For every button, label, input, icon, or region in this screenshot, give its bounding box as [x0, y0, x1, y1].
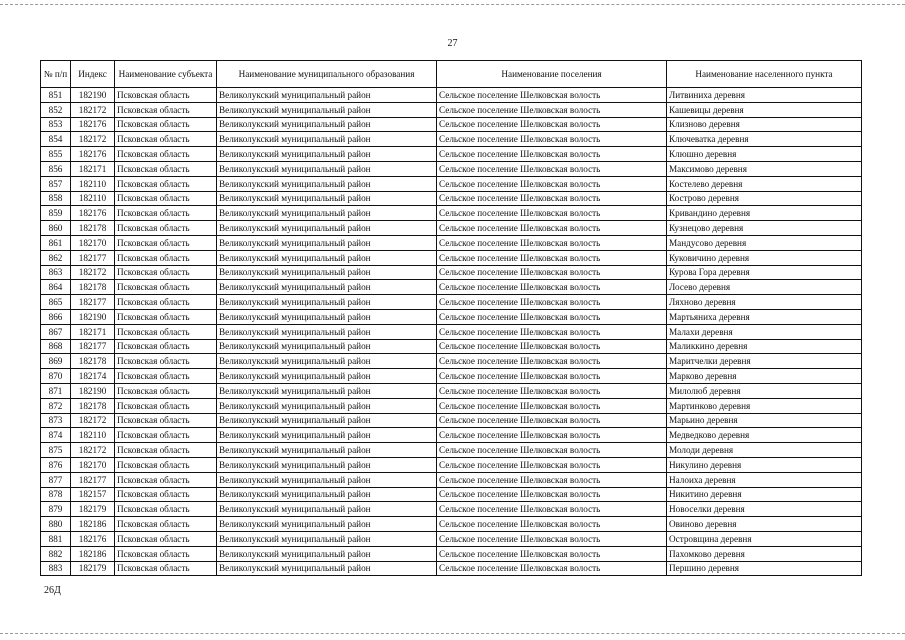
cell-municipality: Великолукский муниципальный район: [217, 250, 437, 265]
cell-locality: Литвиниха деревня: [667, 88, 862, 103]
cell-subject: Псковская область: [115, 502, 217, 517]
table-row: [41, 161, 862, 176]
cell-settlement: Сельское поселение Шелковская волость: [437, 161, 667, 176]
cell-municipality: Великолукский муниципальный район: [217, 309, 437, 324]
cell-locality: Кривандино деревня: [667, 206, 862, 221]
cell-index: 182172: [71, 443, 115, 458]
cell-subject: Псковская область: [115, 102, 217, 117]
cell-locality: Новоселки деревня: [667, 502, 862, 517]
cell-municipality: Великолукский муниципальный район: [217, 102, 437, 117]
table-row: [41, 88, 862, 103]
cell-subject: Псковская область: [115, 191, 217, 206]
cell-locality: Мартинково деревня: [667, 398, 862, 413]
cell-subject: Псковская область: [115, 487, 217, 502]
cell-num: 883: [41, 561, 71, 576]
cell-index: 182177: [71, 295, 115, 310]
cell-index: 182177: [71, 339, 115, 354]
cell-locality: Клизново деревня: [667, 117, 862, 132]
cell-num: 864: [41, 280, 71, 295]
cell-subject: Псковская область: [115, 295, 217, 310]
cell-subject: Псковская область: [115, 206, 217, 221]
cell-index: 182186: [71, 517, 115, 532]
cell-num: 871: [41, 383, 71, 398]
cell-municipality: Великолукский муниципальный район: [217, 235, 437, 250]
cell-settlement: Сельское поселение Шелковская волость: [437, 457, 667, 472]
table-row: [41, 443, 862, 458]
cell-num: 872: [41, 398, 71, 413]
cell-subject: Псковская область: [115, 265, 217, 280]
cell-subject: Псковская область: [115, 221, 217, 236]
table-row: [41, 235, 862, 250]
cell-municipality: Великолукский муниципальный район: [217, 147, 437, 162]
table-row: [41, 383, 862, 398]
cell-settlement: Сельское поселение Шелковская волость: [437, 295, 667, 310]
cell-num: 882: [41, 546, 71, 561]
cell-municipality: Великолукский муниципальный район: [217, 176, 437, 191]
table-row: [41, 457, 862, 472]
cell-num: 856: [41, 161, 71, 176]
cell-index: 182176: [71, 117, 115, 132]
cell-index: 182170: [71, 457, 115, 472]
cell-municipality: Великолукский муниципальный район: [217, 324, 437, 339]
cell-num: 880: [41, 517, 71, 532]
cell-locality: Никулино деревня: [667, 457, 862, 472]
table-row: [41, 531, 862, 546]
cell-locality: Милолюб деревня: [667, 383, 862, 398]
cell-municipality: Великолукский муниципальный район: [217, 531, 437, 546]
table-row: [41, 369, 862, 384]
cell-municipality: Великолукский муниципальный район: [217, 517, 437, 532]
cell-num: 854: [41, 132, 71, 147]
table-row: [41, 280, 862, 295]
cell-index: 182177: [71, 250, 115, 265]
cell-settlement: Сельское поселение Шелковская волость: [437, 369, 667, 384]
cell-subject: Псковская область: [115, 369, 217, 384]
cell-municipality: Великолукский муниципальный район: [217, 295, 437, 310]
cell-municipality: Великолукский муниципальный район: [217, 428, 437, 443]
cell-locality: Курова Гора деревня: [667, 265, 862, 280]
cell-index: 182171: [71, 324, 115, 339]
cell-num: 862: [41, 250, 71, 265]
table-row: [41, 517, 862, 532]
cell-locality: Марково деревня: [667, 369, 862, 384]
cell-settlement: Сельское поселение Шелковская волость: [437, 206, 667, 221]
cell-locality: Молоди деревня: [667, 443, 862, 458]
cell-index: 182171: [71, 161, 115, 176]
cell-locality: Костелево деревня: [667, 176, 862, 191]
cell-locality: Максимово деревня: [667, 161, 862, 176]
cell-num: 851: [41, 88, 71, 103]
cell-index: 182179: [71, 561, 115, 576]
cell-num: 879: [41, 502, 71, 517]
cell-index: 182172: [71, 413, 115, 428]
cell-index: 182174: [71, 369, 115, 384]
cell-municipality: Великолукский муниципальный район: [217, 132, 437, 147]
cell-settlement: Сельское поселение Шелковская волость: [437, 102, 667, 117]
cell-locality: Ляхново деревня: [667, 295, 862, 310]
cell-locality: Клюшно деревня: [667, 147, 862, 162]
table-row: [41, 176, 862, 191]
cell-municipality: Великолукский муниципальный район: [217, 443, 437, 458]
cell-settlement: Сельское поселение Шелковская волость: [437, 531, 667, 546]
cell-municipality: Великолукский муниципальный район: [217, 117, 437, 132]
footer-code: 26Д: [44, 585, 61, 596]
cell-settlement: Сельское поселение Шелковская волость: [437, 309, 667, 324]
cell-index: 182190: [71, 88, 115, 103]
cell-subject: Псковская область: [115, 339, 217, 354]
header-subject: Наименование субъекта: [115, 61, 217, 88]
cell-settlement: Сельское поселение Шелковская волость: [437, 280, 667, 295]
cell-locality: Медведково деревня: [667, 428, 862, 443]
cell-settlement: Сельское поселение Шелковская волость: [437, 472, 667, 487]
header-municipality: Наименование муниципального образования: [217, 61, 437, 88]
header-row: [41, 61, 862, 88]
cell-municipality: Великолукский муниципальный район: [217, 383, 437, 398]
table-row: [41, 398, 862, 413]
cell-num: 867: [41, 324, 71, 339]
cell-locality: Мартьяниха деревня: [667, 309, 862, 324]
cell-settlement: Сельское поселение Шелковская волость: [437, 191, 667, 206]
table-body: [41, 88, 862, 576]
cell-subject: Псковская область: [115, 398, 217, 413]
cell-municipality: Великолукский муниципальный район: [217, 191, 437, 206]
cell-subject: Псковская область: [115, 457, 217, 472]
cell-subject: Псковская область: [115, 161, 217, 176]
cell-num: 865: [41, 295, 71, 310]
cell-subject: Псковская область: [115, 280, 217, 295]
cell-settlement: Сельское поселение Шелковская волость: [437, 487, 667, 502]
cell-municipality: Великолукский муниципальный район: [217, 472, 437, 487]
table-row: [41, 191, 862, 206]
cell-locality: Мандусово деревня: [667, 235, 862, 250]
cell-settlement: Сельское поселение Шелковская волость: [437, 339, 667, 354]
header-num: № п/п: [41, 61, 71, 88]
cell-num: 860: [41, 221, 71, 236]
cell-num: 874: [41, 428, 71, 443]
cell-municipality: Великолукский муниципальный район: [217, 206, 437, 221]
cell-num: 857: [41, 176, 71, 191]
cell-num: 858: [41, 191, 71, 206]
cell-subject: Псковская область: [115, 132, 217, 147]
cell-settlement: Сельское поселение Шелковская волость: [437, 221, 667, 236]
cell-num: 863: [41, 265, 71, 280]
header-index: Индекс: [71, 61, 115, 88]
cell-index: 182170: [71, 235, 115, 250]
cell-index: 182178: [71, 221, 115, 236]
cell-municipality: Великолукский муниципальный район: [217, 354, 437, 369]
cell-municipality: Великолукский муниципальный район: [217, 161, 437, 176]
cell-index: 182172: [71, 132, 115, 147]
cell-municipality: Великолукский муниципальный район: [217, 502, 437, 517]
table-row: [41, 487, 862, 502]
cell-num: 866: [41, 309, 71, 324]
cell-subject: Псковская область: [115, 147, 217, 162]
table-row: [41, 206, 862, 221]
cell-num: 877: [41, 472, 71, 487]
cell-municipality: Великолукский муниципальный район: [217, 487, 437, 502]
header-locality: Наименование населенного пункта: [667, 61, 862, 88]
cell-subject: Псковская область: [115, 561, 217, 576]
table-row: [41, 102, 862, 117]
cell-settlement: Сельское поселение Шелковская волость: [437, 517, 667, 532]
cell-num: 868: [41, 339, 71, 354]
cell-num: 875: [41, 443, 71, 458]
cell-index: 182176: [71, 531, 115, 546]
table-row: [41, 546, 862, 561]
table-row: [41, 413, 862, 428]
cell-subject: Псковская область: [115, 324, 217, 339]
cell-index: 182178: [71, 398, 115, 413]
cell-subject: Псковская область: [115, 235, 217, 250]
cell-settlement: Сельское поселение Шелковская волость: [437, 324, 667, 339]
cell-municipality: Великолукский муниципальный район: [217, 546, 437, 561]
cell-municipality: Великолукский муниципальный район: [217, 339, 437, 354]
table-row: [41, 502, 862, 517]
cell-locality: Першино деревня: [667, 561, 862, 576]
cell-num: 876: [41, 457, 71, 472]
cell-settlement: Сельское поселение Шелковская волость: [437, 176, 667, 191]
cell-num: 852: [41, 102, 71, 117]
cell-index: 182179: [71, 502, 115, 517]
page-number: 27: [447, 38, 458, 49]
table-row: [41, 250, 862, 265]
cell-index: 182178: [71, 354, 115, 369]
cell-locality: Малахи деревня: [667, 324, 862, 339]
table-row: [41, 428, 862, 443]
cell-locality: Кузнецово деревня: [667, 221, 862, 236]
cell-municipality: Великолукский муниципальный район: [217, 265, 437, 280]
cell-subject: Псковская область: [115, 546, 217, 561]
cell-locality: Кашевицы деревня: [667, 102, 862, 117]
cell-subject: Псковская область: [115, 383, 217, 398]
cell-index: 182178: [71, 280, 115, 295]
cell-settlement: Сельское поселение Шелковская волость: [437, 147, 667, 162]
cell-locality: Маритчелки деревня: [667, 354, 862, 369]
cell-index: 182110: [71, 191, 115, 206]
cell-num: 873: [41, 413, 71, 428]
cell-index: 182190: [71, 309, 115, 324]
cell-settlement: Сельское поселение Шелковская волость: [437, 117, 667, 132]
cell-index: 182177: [71, 472, 115, 487]
cell-locality: Марьино деревня: [667, 413, 862, 428]
table-row: [41, 117, 862, 132]
cell-subject: Псковская область: [115, 354, 217, 369]
cell-subject: Псковская область: [115, 428, 217, 443]
cell-num: 859: [41, 206, 71, 221]
cell-subject: Псковская область: [115, 472, 217, 487]
table-row: [41, 561, 862, 576]
cell-index: 182157: [71, 487, 115, 502]
settlements-table: [40, 60, 862, 576]
cell-settlement: Сельское поселение Шелковская волость: [437, 502, 667, 517]
cell-locality: Островщина деревня: [667, 531, 862, 546]
table-row: [41, 472, 862, 487]
table-row: [41, 265, 862, 280]
cell-index: 182110: [71, 428, 115, 443]
cell-municipality: Великолукский муниципальный район: [217, 88, 437, 103]
cell-num: 870: [41, 369, 71, 384]
cell-subject: Псковская область: [115, 309, 217, 324]
cell-locality: Пахомково деревня: [667, 546, 862, 561]
cell-municipality: Великолукский муниципальный район: [217, 413, 437, 428]
cell-settlement: Сельское поселение Шелковская волость: [437, 265, 667, 280]
cell-subject: Псковская область: [115, 413, 217, 428]
cell-municipality: Великолукский муниципальный район: [217, 457, 437, 472]
cell-index: 182110: [71, 176, 115, 191]
cell-settlement: Сельское поселение Шелковская волость: [437, 235, 667, 250]
table-row: [41, 354, 862, 369]
cell-subject: Псковская область: [115, 117, 217, 132]
cell-num: 853: [41, 117, 71, 132]
cell-municipality: Великолукский муниципальный район: [217, 398, 437, 413]
table-row: [41, 309, 862, 324]
cell-settlement: Сельское поселение Шелковская волость: [437, 383, 667, 398]
cell-municipality: Великолукский муниципальный район: [217, 221, 437, 236]
cell-index: 182176: [71, 206, 115, 221]
cell-subject: Псковская область: [115, 88, 217, 103]
cell-num: 855: [41, 147, 71, 162]
cell-locality: Кострово деревня: [667, 191, 862, 206]
scan-edge-bottom: [0, 633, 905, 634]
table-row: [41, 221, 862, 236]
cell-locality: Куковичино деревня: [667, 250, 862, 265]
cell-locality: Налоиха деревня: [667, 472, 862, 487]
cell-subject: Псковская область: [115, 250, 217, 265]
cell-locality: Маликкино деревня: [667, 339, 862, 354]
cell-settlement: Сельское поселение Шелковская волость: [437, 354, 667, 369]
cell-settlement: Сельское поселение Шелковская волость: [437, 250, 667, 265]
header-settlement: Наименование поселения: [437, 61, 667, 88]
cell-municipality: Великолукский муниципальный район: [217, 280, 437, 295]
cell-settlement: Сельское поселение Шелковская волость: [437, 88, 667, 103]
cell-num: 881: [41, 531, 71, 546]
cell-settlement: Сельское поселение Шелковская волость: [437, 428, 667, 443]
cell-settlement: Сельское поселение Шелковская волость: [437, 561, 667, 576]
cell-index: 182186: [71, 546, 115, 561]
table-row: [41, 324, 862, 339]
cell-subject: Псковская область: [115, 531, 217, 546]
table-header: [41, 61, 862, 88]
cell-subject: Псковская область: [115, 443, 217, 458]
table-row: [41, 147, 862, 162]
cell-index: 182172: [71, 102, 115, 117]
cell-municipality: Великолукский муниципальный район: [217, 561, 437, 576]
table-row: [41, 132, 862, 147]
cell-subject: Псковская область: [115, 176, 217, 191]
cell-settlement: Сельское поселение Шелковская волость: [437, 443, 667, 458]
cell-index: 182190: [71, 383, 115, 398]
cell-municipality: Великолукский муниципальный район: [217, 369, 437, 384]
cell-settlement: Сельское поселение Шелковская волость: [437, 413, 667, 428]
cell-settlement: Сельское поселение Шелковская волость: [437, 546, 667, 561]
cell-num: 878: [41, 487, 71, 502]
cell-settlement: Сельское поселение Шелковская волость: [437, 132, 667, 147]
cell-locality: Лосево деревня: [667, 280, 862, 295]
cell-locality: Никитино деревня: [667, 487, 862, 502]
cell-num: 869: [41, 354, 71, 369]
cell-settlement: Сельское поселение Шелковская волость: [437, 398, 667, 413]
cell-locality: Ключеватка деревня: [667, 132, 862, 147]
scan-edge-top: [0, 4, 905, 5]
table-row: [41, 339, 862, 354]
cell-subject: Псковская область: [115, 517, 217, 532]
cell-index: 182172: [71, 265, 115, 280]
cell-num: 861: [41, 235, 71, 250]
cell-locality: Овиново деревня: [667, 517, 862, 532]
table-row: [41, 295, 862, 310]
cell-index: 182176: [71, 147, 115, 162]
